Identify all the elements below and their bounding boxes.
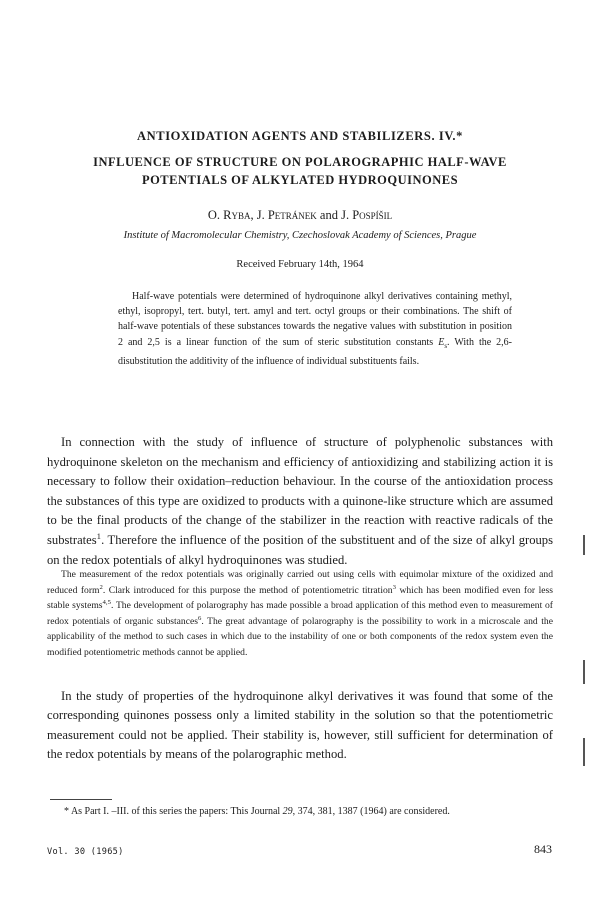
abstract-symbol-e: E [438,336,445,348]
footnote-text-1: * As Part I. –III. of this series the papers: This Journal [64,806,283,817]
abstract-symbol-subscript: s [444,341,448,350]
received-date: Received February 14th, 1964 [236,259,364,270]
paragraph-2-text-4: . The development of polarography has made possible a broad application of this method even to measurement of redox potentials of organic substances [47,600,553,627]
page-number: 843 [534,842,552,856]
reference-1: 1 [96,530,102,541]
title-line-1: ANTIOXIDATION AGENTS AND STABILIZERS. IV.* [137,129,463,143]
paragraph-3: In the study of properties of the hydroquinone alkyl derivatives it was found that some of the corresponding quinones possess only a limited stability in the solution so that the potentiometric measurement could not be applied. Their stability is, however, still sufficient for determination of the redox potentials by means of the polarographic method. [47,689,553,762]
paragraph-1-text-2: . Therefore the influence of the position of the substituent and of the size of alkyl groups on the redox potentials of alkyl hydroquinones was studied. [47,532,553,567]
paragraph-2-text-5: . The great advantage of polarography is the possibility to work in a microscale and the applicability of the method to such cases in which due to the instability of one or both components of the redox system even the modified potentiometric methods cannot be applied. [47,615,553,658]
paragraph-1-text-1: In connection with the study of influence of structure of polyphenolic substances with hydroquinone skeleton on the mechanism and efficiency of antioxidizing and stabilizing action it is necessary to follow their oxidation–reduction behaviour. In the course of the antioxidation process the substances of this type are oxidized to products with a quinone-like structure which are assumed to be the final products of the change of the stabilizer in the reaction with reactive radicals of the substrates [47,435,553,547]
title-line-2: INFLUENCE OF STRUCTURE ON POLAROGRAPHIC HALF-WAVE [93,155,507,169]
paragraph-2-text-2: . Clark introduced for this purpose the method of potentiometric titration [102,584,393,596]
paragraph-2 [47,567,553,661]
reference-4-5: 4,5 [102,599,111,606]
abstract-text-2: . With the 2,6-disubstitution the additivity of the influence of individual substituents fails. [118,336,512,367]
reference-6: 6 [197,614,202,622]
authors [0,208,600,223]
margin-line [583,660,585,684]
footnote-volume: 29 [282,806,293,817]
reference-2: 2 [99,583,103,591]
margin-line [583,738,585,766]
paragraph-2-text-3: which has been modified even for less stable systems [47,584,553,612]
footnote [54,805,554,819]
author-separator-1: , J. [250,208,268,222]
abstract [118,289,512,369]
paragraph-2-text-1: The measurement of the redox potentials was originally carried out using cells with equimolar mixture of the oxidized and reduced form [47,569,553,596]
margin-line [583,535,585,555]
abstract-text-1: Half-wave potentials were determined of hydroquinone alkyl derivatives containing methyl, ethyl, isopropyl, tert. butyl, tert. amyl and tert. octyl groups or their combinations. The shift of half-wave potentials of these substances towards the negative values with substitution in position 2 and 2,5 is a linear function of the sum of steric substitution constants [118,291,512,348]
paragraph-1 [47,433,553,570]
author-1-initial: O. [207,208,224,222]
author-separator-2: and J. [316,208,353,222]
journal-volume: Vol. 30 (1965) [47,847,124,857]
footnote-rule [50,799,112,800]
author-1-surname: Ryba [223,208,251,222]
institution: Institute of Macromolecular Chemistry, Czechoslovak Academy of Sciences, Prague [123,230,477,241]
footnote-text-2: , 374, 381, 1387 (1964) are considered. [292,806,450,817]
reference-3: 3 [392,583,396,591]
author-2-surname: Petránek [267,208,317,222]
author-3-surname: Pospíšil [352,208,393,222]
title-line-3: POTENTIALS OF ALKYLATED HYDROQUINONES [141,173,459,187]
